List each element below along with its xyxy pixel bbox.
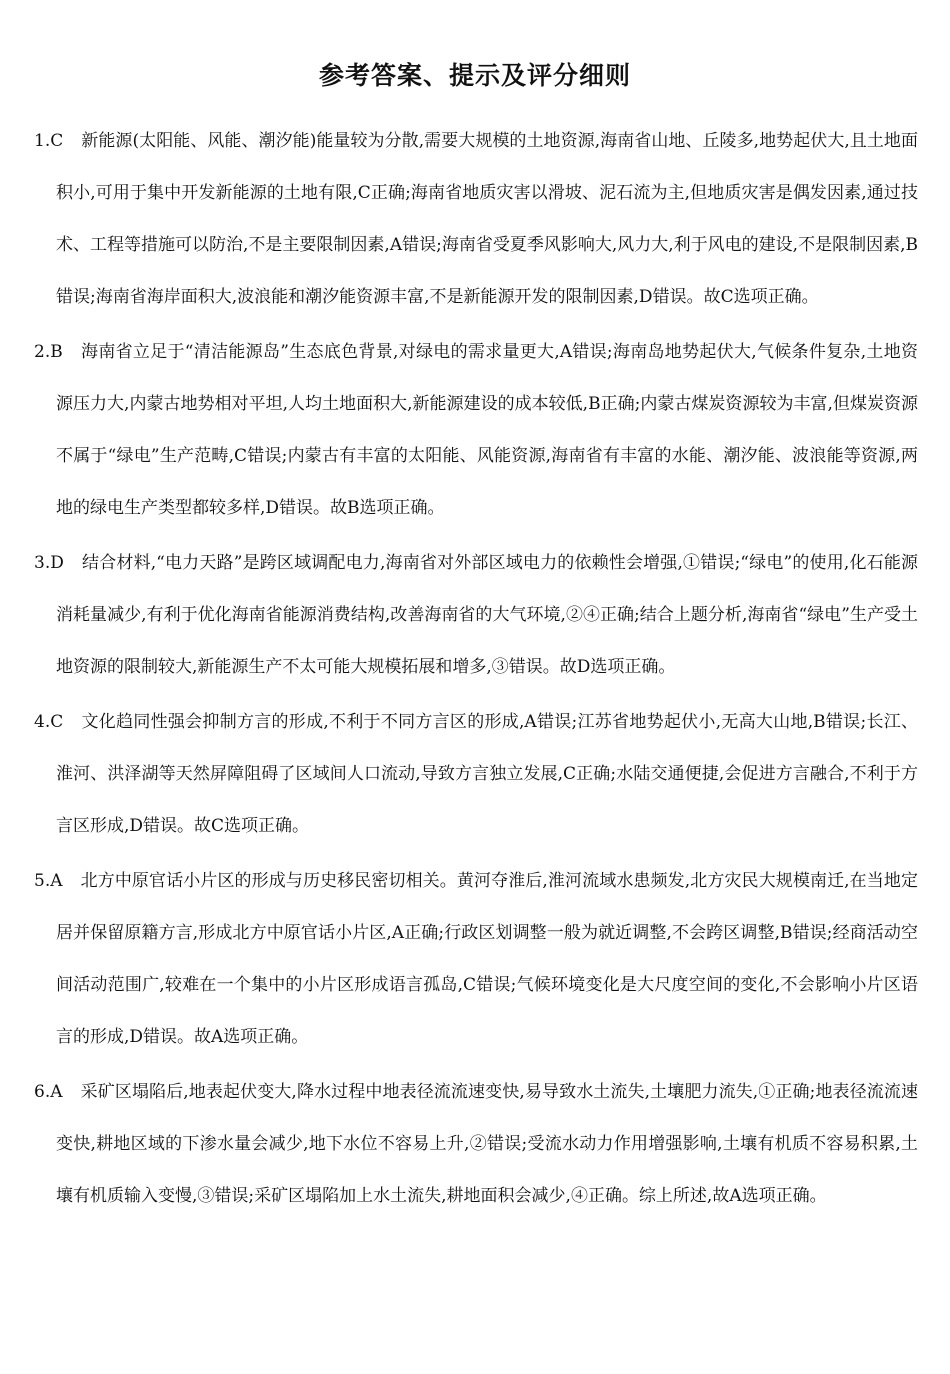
answer-choice: C: [50, 712, 64, 732]
answer-explanation: 结合材料,“电力天路”是跨区域调配电力,海南省对外部区域电力的依赖性会增强,①错误;“绿电”的使用,化石能源消耗量减少,有利于优化海南省能源消费结构,改善海南省的大气环境,②④正确;结合上题分析,海南省“绿电”生产受土地资源的限制较大,新能源生产不太可能大规模拓展和增多,③错误。故D选项正确。: [56, 553, 918, 677]
answer-choice: A: [50, 871, 63, 891]
answer-number: 2.: [34, 342, 51, 362]
answer-explanation: 海南省立足于“清洁能源岛”生态底色背景,对绿电的需求量更大,A错误;海南岛地势起伏大,气候条件复杂,土地资源压力大,内蒙古地势相对平坦,人均土地面积大,新能源建设的成本较低,B正确;内蒙古煤炭资源较为丰富,但煤炭资源不属于“绿电”生产范畴,C错误;内蒙古有丰富的太阳能、风能资源,海南省有丰富的水能、潮汐能、波浪能等资源,两地的绿电生产类型都较多样,D错误。故B选项正确。: [56, 342, 918, 518]
answer-number: 3.: [34, 553, 51, 573]
answer-item-1: [34, 115, 918, 323]
page-title: 参考答案、提示及评分细则: [318, 61, 631, 90]
answer-choice: D: [50, 553, 64, 573]
answer-item-5: [34, 855, 918, 1063]
answer-explanation: 采矿区塌陷后,地表起伏变大,降水过程中地表径流流速变快,易导致水土流失,土壤肥力流失,①正确;地表径流流速变快,耕地区域的下渗水量会减少,地下水位不容易上升,②错误;受流水动力作用增强影响,土壤有机质不容易积累,土壤有机质输入变慢,③错误;采矿区塌陷加上水土流失,耕地面积会减少,④正确。综上所述,故A选项正确。: [56, 1082, 918, 1206]
answer-choice: C: [50, 131, 64, 151]
answer-explanation: 北方中原官话小片区的形成与历史移民密切相关。黄河夺淮后,淮河流域水患频发,北方灾民大规模南迁,在当地定居并保留原籍方言,形成北方中原官话小片区,A正确;行政区划调整一般为就近调整,不会跨区调整,B错误;经商活动空间活动范围广,较难在一个集中的小片区形成语言孤岛,C错误;气候环境变化是大尺度空间的变化,不会影响小片区语言的形成,D错误。故A选项正确。: [56, 871, 918, 1047]
answer-choice: B: [50, 342, 63, 362]
answer-number: 5.: [34, 871, 51, 891]
answer-number: 6.: [34, 1082, 51, 1102]
answer-number: 4.: [34, 712, 51, 732]
answer-choice: A: [50, 1082, 63, 1102]
answer-number: 1.: [34, 131, 51, 151]
answer-item-2: [34, 326, 918, 534]
answer-explanation: 文化趋同性强会抑制方言的形成,不利于不同方言区的形成,A错误;江苏省地势起伏小,无高大山地,B错误;长江、淮河、洪泽湖等天然屏障阻碍了区域间人口流动,导致方言独立发展,C正确;水陆交通便捷,会促进方言融合,不利于方言区形成,D错误。故C选项正确。: [56, 712, 918, 836]
answer-list: [34, 115, 918, 1310]
answer-item-6: [34, 1066, 918, 1222]
answer-explanation: 新能源(太阳能、风能、潮汐能)能量较为分散,需要大规模的土地资源,海南省山地、丘陵多,地势起伏大,且土地面积小,可用于集中开发新能源的土地有限,C正确;海南省地质灾害以滑坡、泥石流为主,但地质灾害是偶发因素,通过技术、工程等措施可以防治,不是主要限制因素,A错误;海南省受夏季风影响大,风力大,利于风电的建设,不是限制因素,B错误;海南省海岸面积大,波浪能和潮汐能资源丰富,不是新能源开发的限制因素,D错误。故C选项正确。: [56, 131, 918, 307]
answer-item-4: [34, 696, 918, 852]
answer-item-3: [34, 537, 918, 693]
